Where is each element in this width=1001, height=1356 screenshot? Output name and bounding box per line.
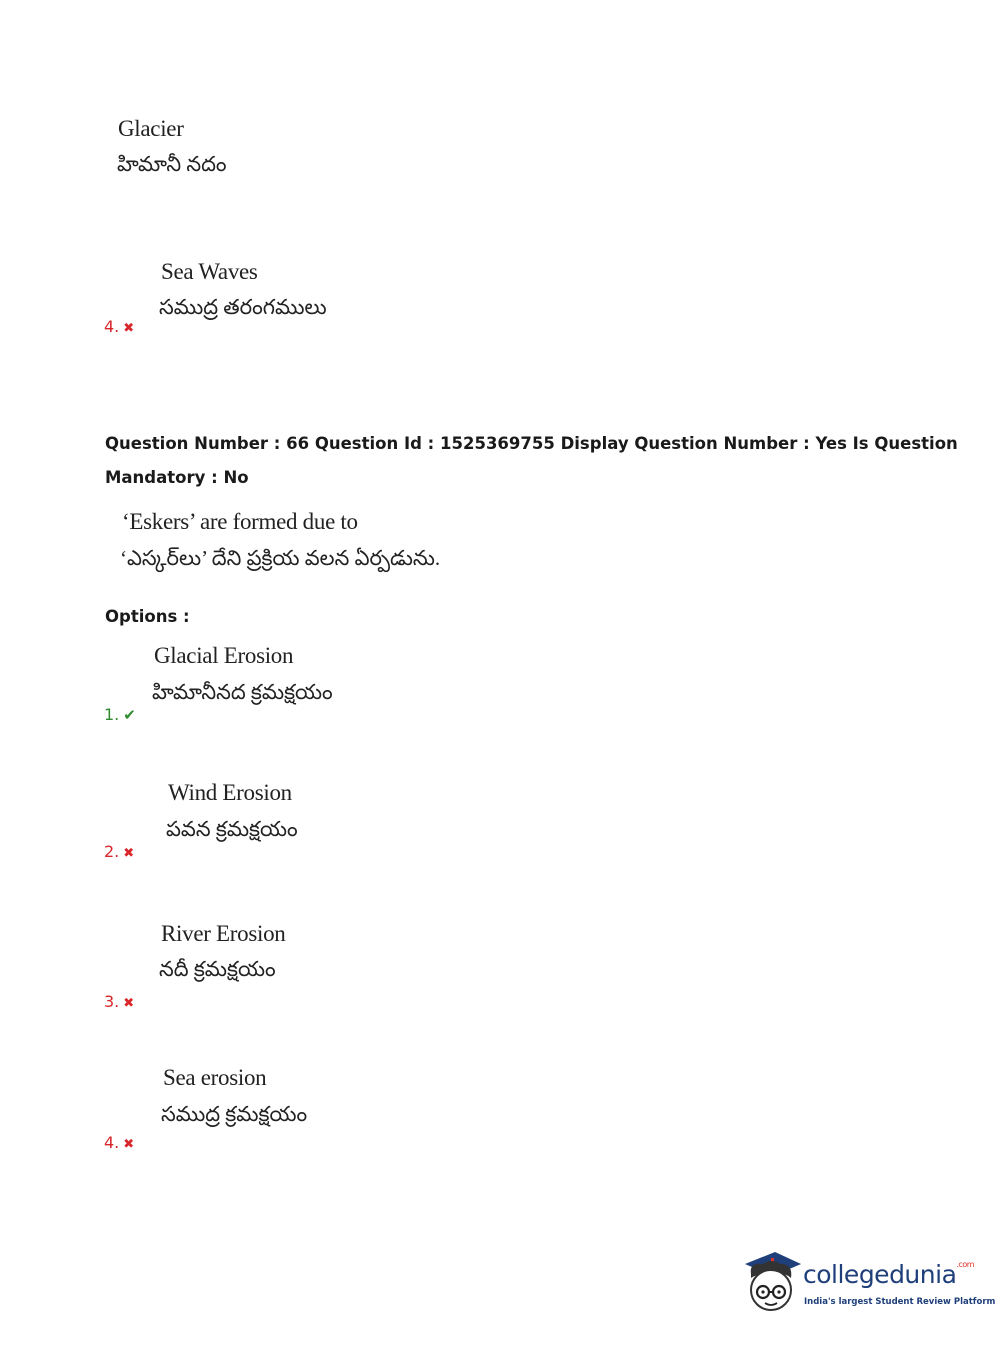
prev-option-4-number bbox=[104, 317, 134, 336]
prev-option-3-te: హిమానీ నదం bbox=[117, 152, 227, 176]
logo-wordmark bbox=[803, 1260, 974, 1289]
option-2-te: పవన క్రమక్షయం bbox=[166, 817, 298, 841]
prev-option-3-en: Glacier bbox=[118, 116, 184, 141]
check-icon: ✔ bbox=[123, 706, 136, 724]
option-3-en: River Erosion bbox=[161, 921, 286, 946]
option-3-te: నదీ క్రమక్షయం bbox=[159, 957, 276, 981]
option-2-number bbox=[104, 842, 134, 861]
logo-name: collegedunia bbox=[803, 1260, 957, 1289]
option-4-number bbox=[104, 1133, 134, 1152]
option-1-te: హిమానీనద క్రమక్షయం bbox=[152, 680, 333, 704]
option-number: 2. bbox=[104, 842, 120, 861]
option-4-en: Sea erosion bbox=[163, 1065, 267, 1090]
option-1-number bbox=[104, 705, 136, 724]
options-label: Options : bbox=[105, 607, 190, 626]
cross-icon: ✖ bbox=[123, 1137, 135, 1152]
option-number: 1. bbox=[104, 705, 120, 724]
option-4-te: సముద్ర క్రమక్షయం bbox=[161, 1102, 308, 1126]
prev-option-4-en: Sea Waves bbox=[161, 259, 258, 284]
question-meta-line-1: Question Number : 66 Question Id : 1525369755 Display Question Number : Yes Is Question bbox=[105, 434, 958, 453]
option-number: 3. bbox=[104, 992, 120, 1011]
option-number: 4. bbox=[104, 1133, 120, 1152]
question-text-en: ‘Eskers’ are formed due to bbox=[122, 509, 358, 534]
question-text-te: ‘ఎస్కర్‌లు’ దేని ప్రక్రియ వలన ఏర్పడును. bbox=[120, 546, 441, 570]
option-1-en: Glacial Erosion bbox=[154, 643, 294, 668]
collegedunia-logo bbox=[741, 1248, 996, 1318]
student-mascot-icon bbox=[741, 1248, 803, 1318]
cross-icon: ✖ bbox=[123, 996, 135, 1011]
option-number: 4. bbox=[104, 317, 120, 336]
question-meta-line-2: Mandatory : No bbox=[105, 468, 249, 487]
cross-icon: ✖ bbox=[123, 846, 135, 861]
logo-tagline: India's largest Student Review Platform bbox=[804, 1297, 996, 1307]
option-3-number bbox=[104, 992, 134, 1011]
option-2-en: Wind Erosion bbox=[168, 780, 292, 805]
cross-icon: ✖ bbox=[123, 321, 135, 336]
prev-option-4-te: సముద్ర తరంగములు bbox=[159, 295, 327, 319]
logo-suffix: .com bbox=[956, 1260, 975, 1269]
